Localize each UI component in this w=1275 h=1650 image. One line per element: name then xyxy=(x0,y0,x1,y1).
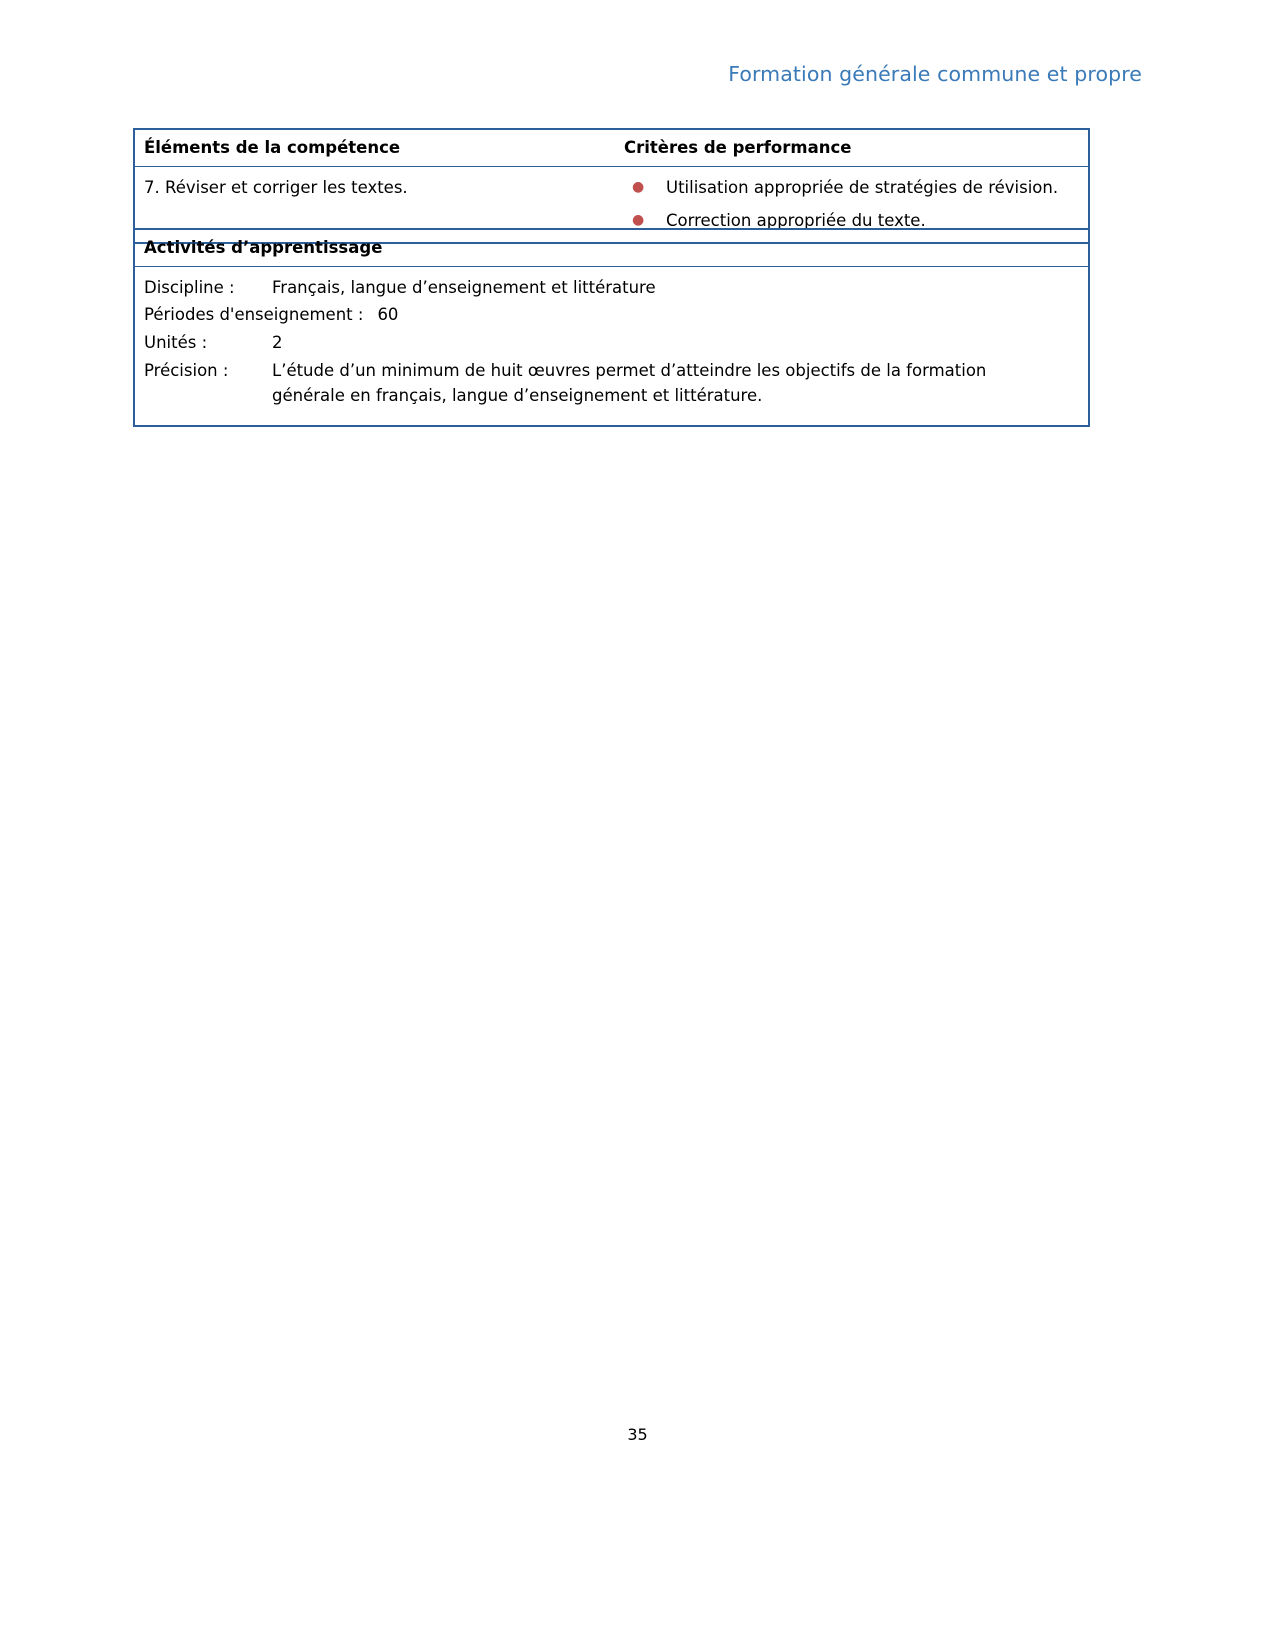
field-label: Précision : xyxy=(144,360,229,380)
column-header-elements: Éléments de la compétence xyxy=(144,138,401,157)
criteria-text: Correction appropriée du texte. xyxy=(666,211,926,231)
bullet-icon: ● xyxy=(632,211,645,228)
page-header: Formation générale commune et propre xyxy=(728,62,1142,86)
criteria-list xyxy=(624,176,1080,232)
field-value: 2 xyxy=(272,333,283,353)
activities-fields xyxy=(135,267,1088,425)
criteria-text: Utilisation appropriée de stratégies de révision. xyxy=(666,177,1059,197)
bullet-icon: ● xyxy=(632,178,645,195)
field-value: 60 xyxy=(377,305,399,325)
competence-table-header-row xyxy=(135,130,1088,167)
competence-element-text: 7. Réviser et corriger les textes. xyxy=(144,177,408,197)
list-item xyxy=(624,176,1080,199)
field-discipline xyxy=(144,275,1079,301)
field-label: Périodes d'enseignement : xyxy=(144,305,364,325)
activities-table-header-row xyxy=(135,230,1088,267)
column-header-criteria: Critères de performance xyxy=(624,138,852,157)
field-periodes xyxy=(144,302,1079,328)
page-number: 35 xyxy=(627,1425,648,1444)
field-precision xyxy=(144,358,1079,409)
field-value: Français, langue d’enseignement et littérature xyxy=(272,277,656,297)
field-label: Discipline : xyxy=(144,277,235,297)
field-label: Unités : xyxy=(144,333,208,353)
field-unites xyxy=(144,330,1079,356)
activities-table-body-row xyxy=(135,267,1088,425)
activities-table xyxy=(133,228,1090,427)
competence-table xyxy=(133,128,1090,244)
field-value: L’étude d’un minimum de huit œuvres permet d’atteindre les objectifs de la formation générale en français, langue d’enseignement et littérature. xyxy=(272,360,987,406)
activities-title: Activités d’apprentissage xyxy=(144,238,383,257)
